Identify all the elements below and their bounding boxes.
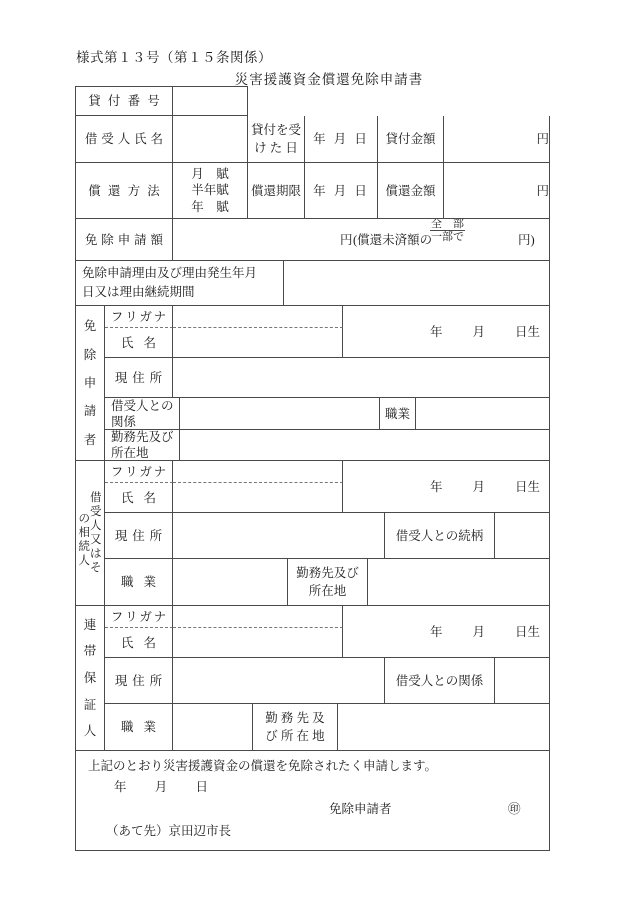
heir-birthdate-cell[interactable]: 年 月 日生 — [343, 461, 550, 513]
guarantor-furigana-value-cell[interactable] — [173, 606, 343, 628]
exemption-reason-value-cell[interactable] — [284, 261, 550, 306]
applicant-side-label: 免 除 申 請 者 — [75, 306, 105, 461]
declaration-block — [75, 751, 550, 851]
heir-workplace-label-cell: 勤務先及び 所在地 — [288, 559, 368, 606]
heir-address-label-cell: 現 住 所 — [105, 513, 173, 559]
applicant-birthdate-cell[interactable]: 年 月 日生 — [343, 306, 550, 358]
application-table — [75, 86, 550, 838]
applicant-workplace-value-cell[interactable] — [180, 430, 550, 461]
repayment-method-label-cell: 償 還 方 法 — [75, 163, 173, 219]
applicant-relation-label-cell: 借受人との関係 — [105, 398, 180, 430]
borrower-heir-side-label-col-right: 借 受 人 又 は そ — [90, 491, 102, 575]
repayment-deadline-value-cell[interactable]: 年 月 日 — [305, 163, 378, 219]
guarantor-side-label: 連 帯 保 証 人 — [75, 606, 105, 751]
applicant-relation-value-cell[interactable] — [180, 398, 380, 430]
heir-relation-label-cell: 借受人との続柄 — [385, 513, 495, 559]
heir-name-value-cell[interactable] — [173, 483, 343, 513]
heir-furigana-value-cell[interactable] — [173, 461, 343, 483]
exemption-fraction: 全 部 一 部で — [431, 219, 464, 244]
repayment-method-options-cell[interactable]: 月 賦 半年賦 年 賦 — [173, 163, 248, 219]
applicant-occupation-value-cell[interactable] — [416, 398, 550, 430]
applicant-workplace-label-cell: 勤務先及び所在地 — [105, 430, 180, 461]
heir-occupation-value-cell[interactable] — [173, 559, 288, 606]
heir-relation-value-cell[interactable] — [495, 513, 550, 559]
applicant-name-label-cell: 氏 名 — [105, 328, 173, 358]
borrower-heir-side-label — [75, 461, 105, 606]
document-title: 災害援護資金償還免除申請書 — [234, 72, 424, 87]
borrower-heir-side-label-col-left: の 相 続 人 — [78, 512, 90, 568]
loan-amount-label-cell: 貸付金額 — [378, 116, 444, 163]
exemption-reason-label-cell: 免除申請理由及び理由発生年月 日又は理由継続期間 — [75, 261, 284, 306]
applicant-name-value-cell[interactable] — [173, 328, 343, 358]
repayment-amount-value-cell[interactable]: 円 — [444, 163, 550, 219]
loan-amount-value-cell[interactable]: 円 — [444, 116, 550, 163]
guarantor-relation-value-cell[interactable] — [495, 658, 550, 704]
guarantor-address-value-cell[interactable] — [173, 658, 385, 704]
guarantor-address-label-cell: 現 住 所 — [105, 658, 173, 704]
seal-icon: ㊞ — [508, 802, 521, 816]
guarantor-workplace-label-cell: 勤 務 先 及 び 所 在 地 — [253, 704, 338, 751]
applicant-address-value-cell[interactable] — [173, 358, 550, 398]
loan-date-value-cell[interactable]: 年 月 日 — [305, 116, 378, 163]
exemption-amount-label-cell: 免 除 申 請 額 — [75, 219, 173, 261]
heir-workplace-value-cell[interactable] — [368, 559, 550, 606]
declaration-text: 上記のとおり災害援護資金の償還を免除されたく申請します。 — [88, 759, 438, 773]
guarantor-name-label-cell: 氏 名 — [105, 628, 173, 658]
form-number: 様式第１３号（第１５条関係） — [76, 50, 272, 65]
guarantor-workplace-value-cell[interactable] — [338, 704, 550, 751]
guarantor-relation-label-cell: 借受人との関係 — [385, 658, 495, 704]
repayment-amount-label-cell: 償還金額 — [378, 163, 444, 219]
applicant-occupation-label-cell: 職業 — [380, 398, 416, 430]
guarantor-birthdate-cell[interactable]: 年 月 日生 — [343, 606, 550, 658]
guarantor-occupation-label-cell: 職 業 — [105, 704, 173, 751]
loan-date-label-cell: 貸付を受 け た 日 — [248, 116, 305, 163]
guarantor-name-value-cell[interactable] — [173, 628, 343, 658]
heir-name-label-cell: 氏 名 — [105, 483, 173, 513]
exemption-note-suffix: 円) — [518, 232, 535, 247]
applicant-furigana-label-cell: フ リ ガ ナ — [105, 306, 173, 328]
borrower-name-label-cell: 借 受 人 氏 名 — [75, 116, 173, 163]
exemption-note-prefix: (償還未済額の — [353, 232, 433, 247]
exemption-amount-unit: 円 — [340, 232, 353, 247]
repayment-deadline-label-cell: 償還期限 — [248, 163, 305, 219]
declaration-applicant-label: 免除申請者 — [329, 802, 392, 816]
heir-address-value-cell[interactable] — [173, 513, 385, 559]
heir-occupation-label-cell: 職 業 — [105, 559, 173, 606]
loan-number-label-cell: 貸 付 番 号 — [75, 86, 173, 116]
exemption-amount-value-cell[interactable] — [173, 219, 550, 261]
addressee-line: （あて先）京田辺市長 — [106, 824, 232, 838]
heir-furigana-label-cell: フ リ ガ ナ — [105, 461, 173, 483]
applicant-furigana-value-cell[interactable] — [173, 306, 343, 328]
guarantor-occupation-value-cell[interactable] — [173, 704, 253, 751]
guarantor-furigana-label-cell: フ リ ガ ナ — [105, 606, 173, 628]
declaration-date[interactable]: 年 月 日 — [114, 780, 209, 794]
applicant-address-label-cell: 現 住 所 — [105, 358, 173, 398]
borrower-name-value-cell[interactable] — [173, 116, 248, 163]
loan-number-value-cell[interactable] — [173, 86, 248, 116]
